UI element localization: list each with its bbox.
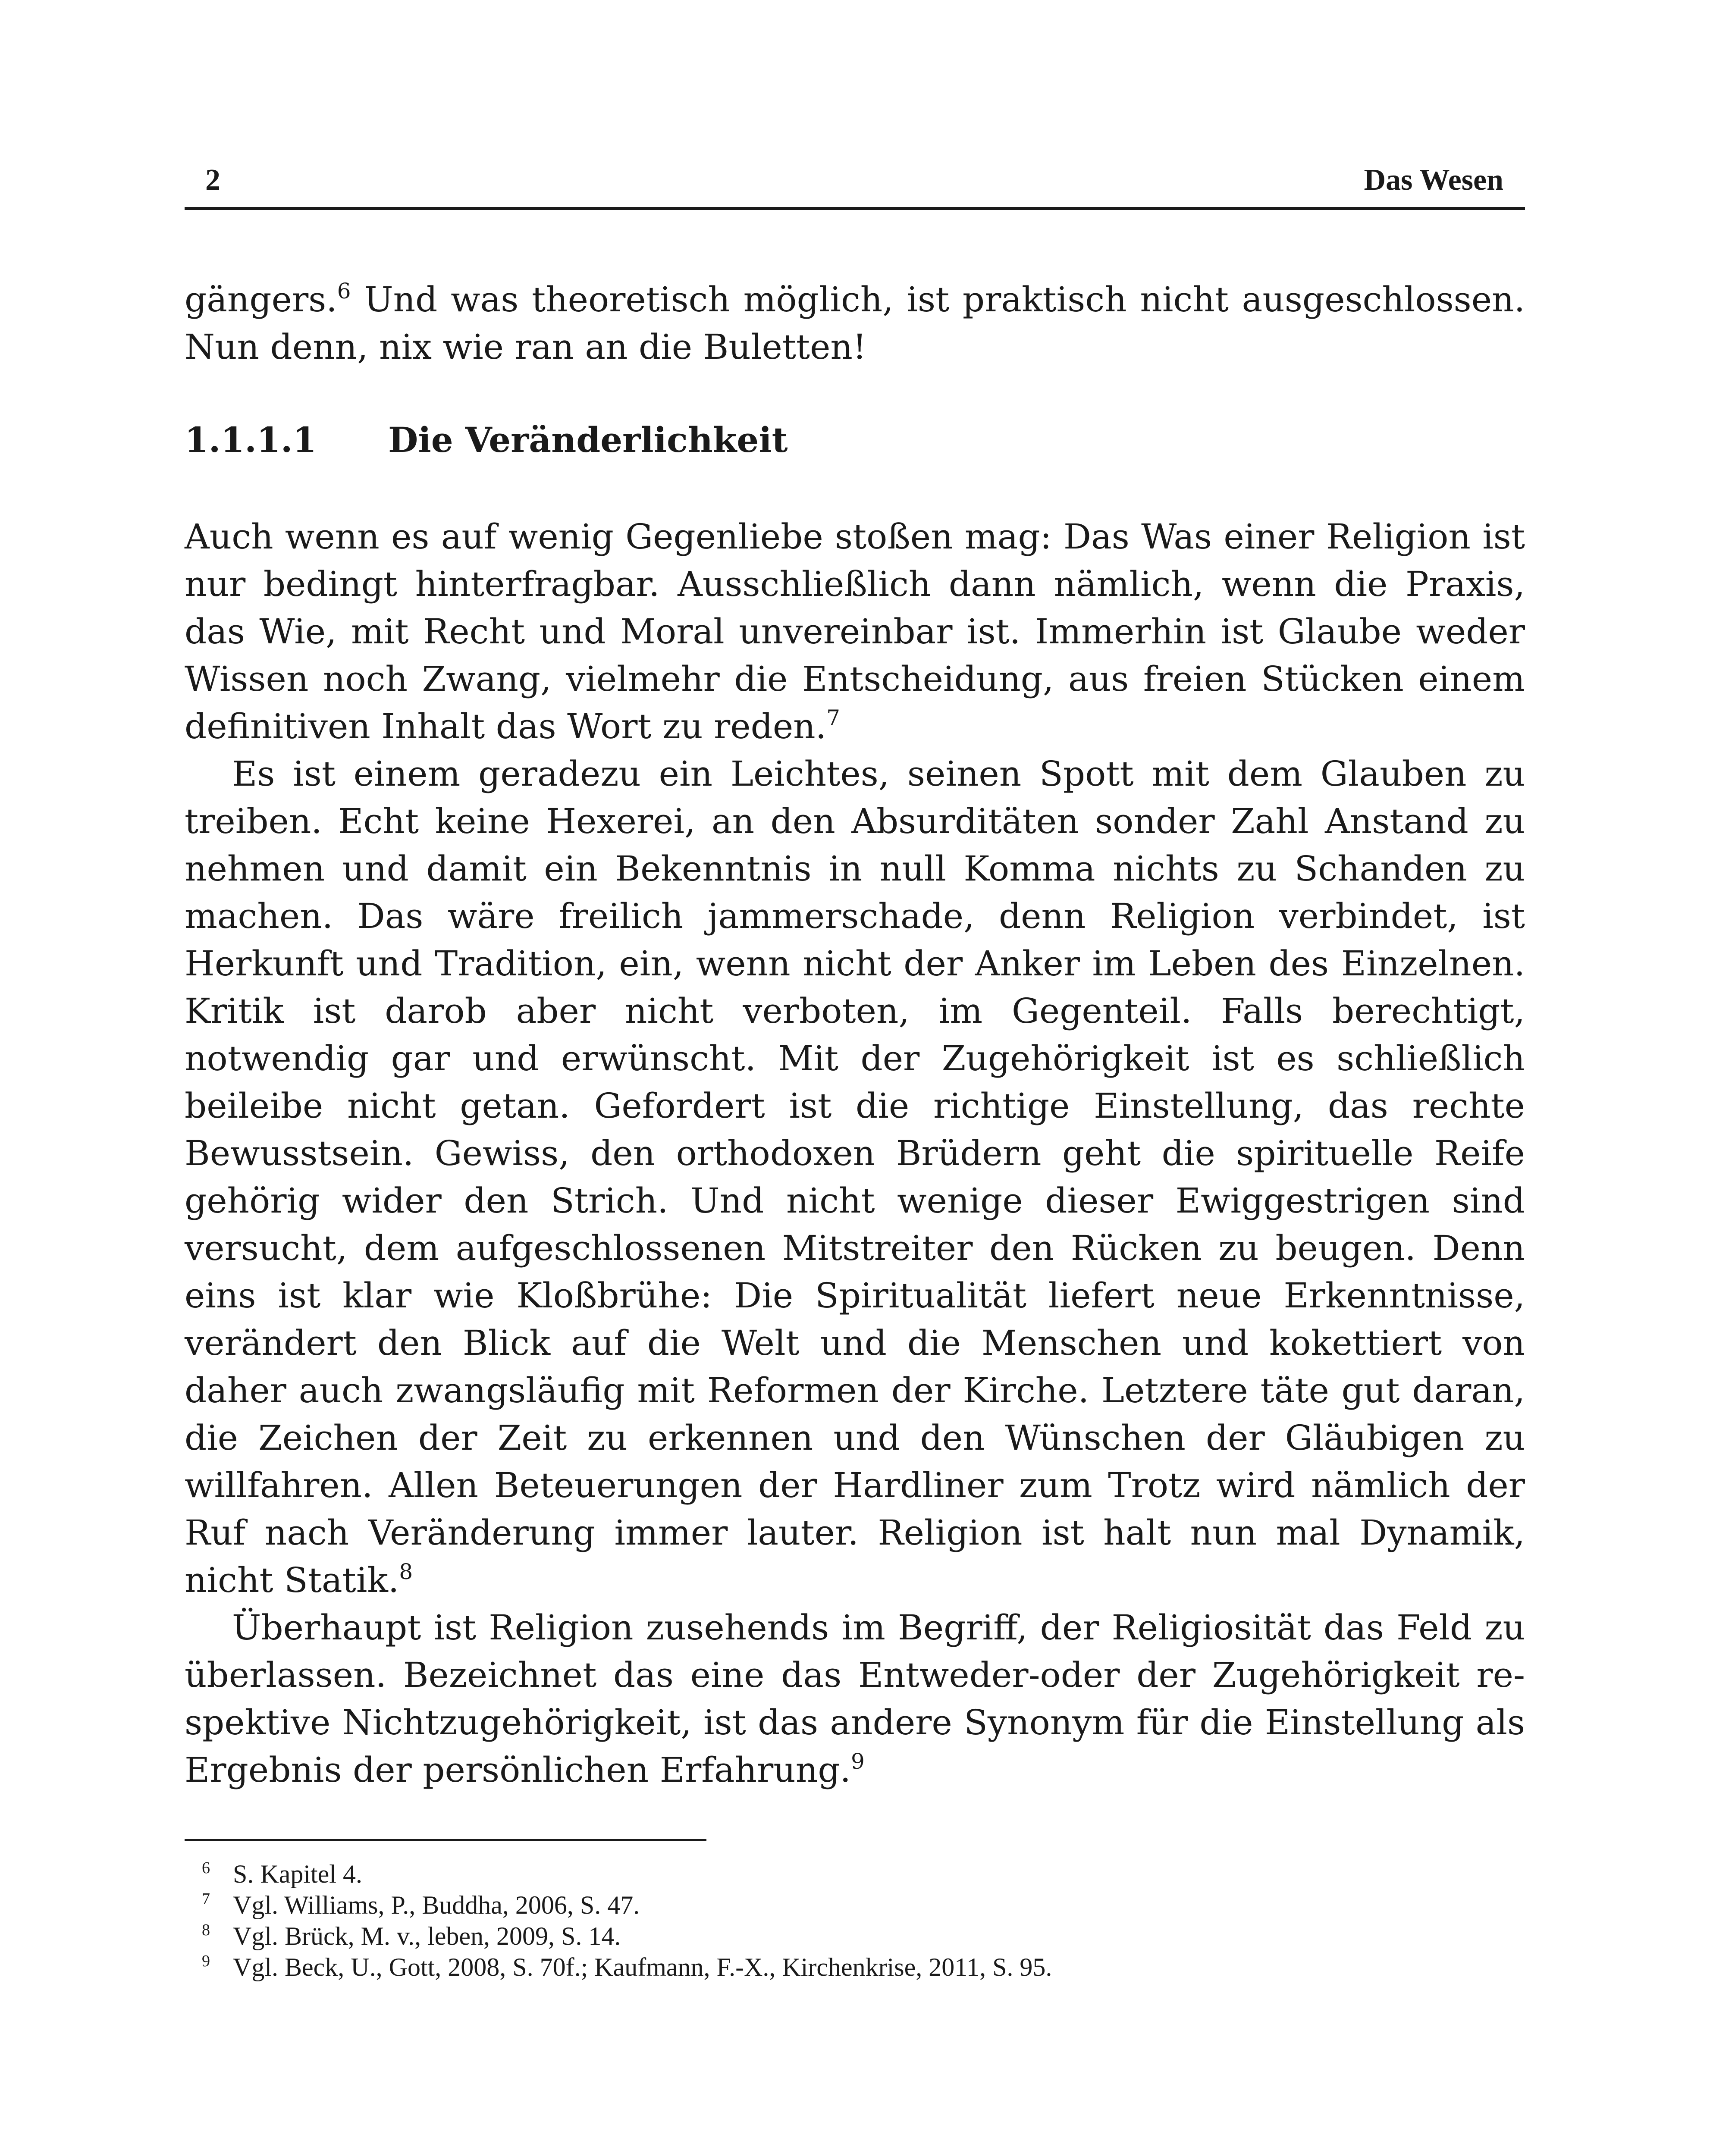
paragraph bbox=[185, 1604, 1525, 1794]
footnote-mark: 7 bbox=[202, 1890, 210, 1908]
paragraph bbox=[185, 750, 1525, 1604]
footnote-mark: 8 bbox=[202, 1921, 210, 1939]
footnote-mark: 6 bbox=[202, 1859, 210, 1877]
footnote-text: Vgl. Beck, U., Gott, 2008, S. 70f.; Kaufmann, F.-X., Kirchenkrise, 2011, S. 95. bbox=[233, 1953, 1052, 1981]
section-heading bbox=[185, 416, 1525, 464]
footnote-reference[interactable]: 9 bbox=[850, 1749, 865, 1774]
section-title: Die Veränderlichkeit bbox=[388, 420, 788, 460]
footnote-text: Vgl. Brück, M. v., leben, 2009, S. 14. bbox=[233, 1922, 621, 1950]
footnote-reference[interactable]: 8 bbox=[399, 1559, 413, 1584]
page-number: 2 bbox=[205, 163, 220, 197]
footnote-text: S. Kapitel 4. bbox=[233, 1860, 362, 1888]
paragraph bbox=[185, 513, 1525, 750]
paragraph-text: gängers. bbox=[185, 279, 337, 320]
footnotes bbox=[185, 1858, 1525, 1983]
footnote bbox=[185, 1952, 1525, 1983]
running-header bbox=[185, 155, 1525, 210]
paragraph-text: Und was theoretisch möglich, ist praktisch nicht ausgeschlossen. Nun denn, nix wie ran an die Buletten! bbox=[185, 279, 1525, 367]
running-title: Das Wesen bbox=[1364, 163, 1503, 197]
paragraph-text: Überhaupt ist Religion zusehends im Begriff, der Religiosität das Feld zu überlassen. Bezeichnet das eine das Entweder-oder der Zugehörigkeit respektive Nichtzugehörigkeit, ist das andere Synonym für die Einstellung als Ergebnis der persönlichen Erfahrung. bbox=[185, 1608, 1525, 1790]
footnote-text: Vgl. Williams, P., Buddha, 2006, S. 47. bbox=[233, 1891, 640, 1919]
footnote-reference[interactable]: 6 bbox=[337, 279, 351, 304]
footnote-reference[interactable]: 7 bbox=[826, 705, 840, 730]
footnote-mark: 9 bbox=[202, 1952, 210, 1970]
paragraph-text: Auch wenn es auf wenig Gegenliebe stoßen mag: Das Was einer Religion ist nur bedingt hinterfragbar. Ausschließlich dann nämlich, wenn die Praxis, das Wie, mit Recht und Moral unvereinbar ist. Immerhin ist Glaube weder Wissen noch Zwang, vielmehr die Entscheidung, aus freien Stücken einem definitiven Inhalt das Wort zu reden. bbox=[185, 517, 1525, 746]
footnote-separator bbox=[185, 1839, 706, 1841]
footnote bbox=[185, 1858, 1525, 1890]
footnote bbox=[185, 1890, 1525, 1921]
continued-paragraph bbox=[185, 276, 1525, 371]
section-number: 1.1.1.1 bbox=[185, 420, 317, 460]
paragraph-text: Es ist einem geradezu ein Leichtes, seinen Spott mit dem Glauben zu treiben. Echt keine Hexerei, an den Absurditäten sonder Zahl Anstand zu nehmen und damit ein Bekenntnis in null Komma nichts zu Schanden zu machen. Das wäre freilich jammerschade, denn Religion verbindet, ist Herkunft und Tradition, ein, wenn nicht der Anker im Leben des Einzelnen. Kritik ist darob aber nicht verboten, im Gegenteil. Falls berechtigt, notwendig gar und erwünscht. Mit der Zugehörigkeit ist es schließlich beileibe nicht getan. Gefordert ist die richtige Einstellung, das rechte Bewusstsein. Gewiss, den orthodoxen Brüdern geht die spirituelle Reife gehörig wider den Strich. Und nicht wenige dieser Ewiggestrigen sind versucht, dem aufgeschlossenen Mitstreiter den Rücken zu beugen. Denn eins ist klar wie Kloßbrühe: Die Spiritualität liefert neue Erkenntnisse, verändert den Blick auf die Welt und die Menschen und kokettiert von daher auch zwangsläufig mit Reformen der Kirche. Letztere täte gut daran, die Zeichen der Zeit zu erkennen und den Wünschen der Gläubigen zu willfahren. Allen Beteuerungen der Hardliner zum Trotz wird nämlich der Ruf nach Veränderung immer lauter. Religion ist halt nun mal Dynamik, nicht Statik. bbox=[185, 754, 1525, 1600]
body-text bbox=[185, 513, 1525, 1794]
footnote bbox=[185, 1921, 1525, 1952]
paragraph bbox=[185, 276, 1525, 371]
